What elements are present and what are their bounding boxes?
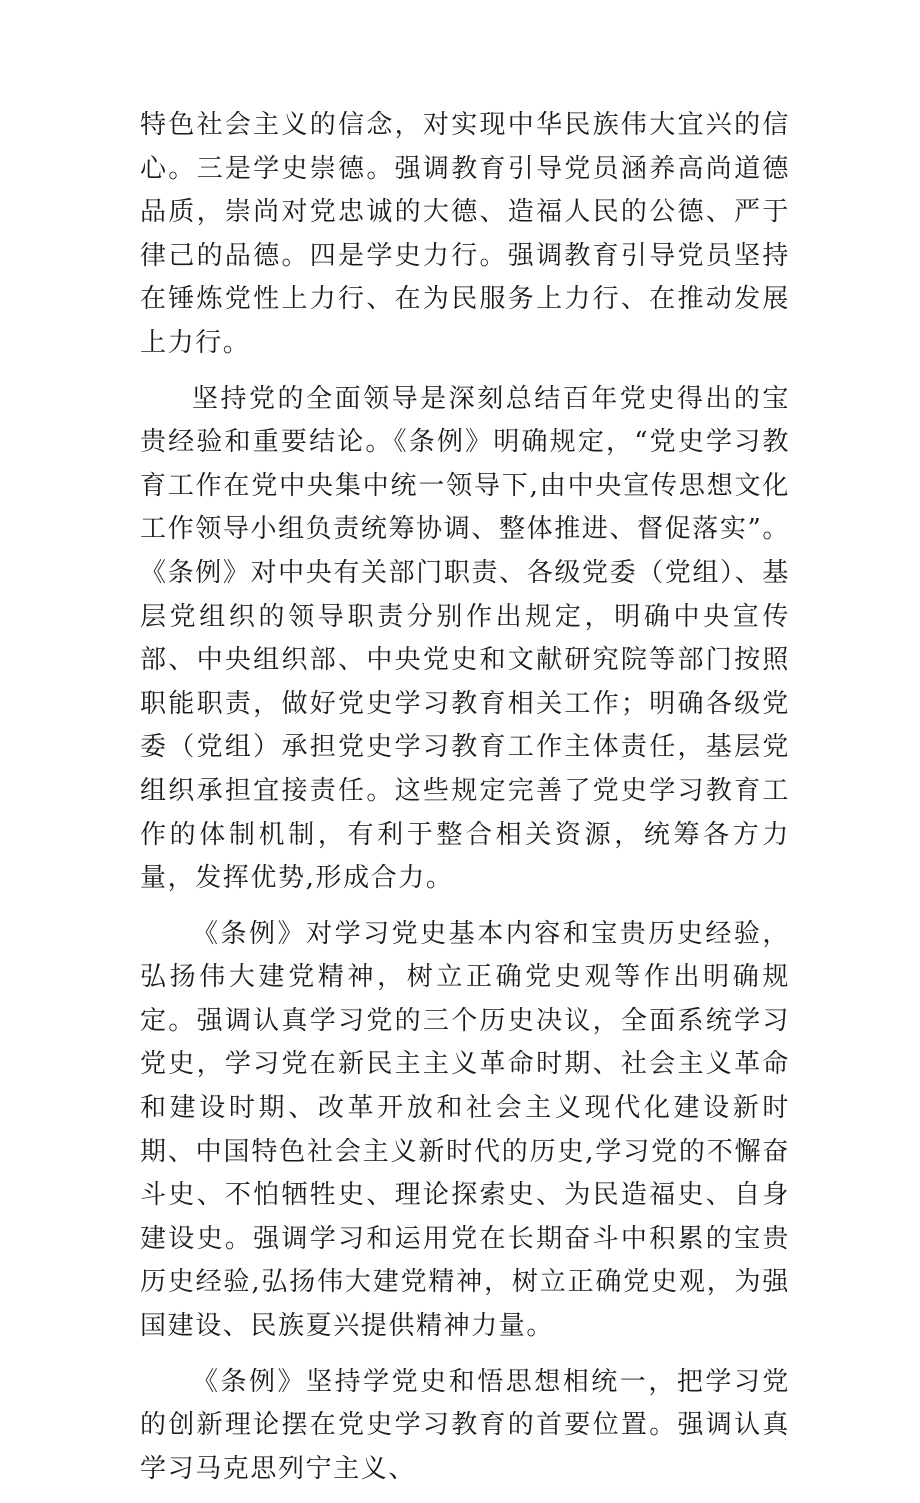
paragraph-2: 坚持党的全面领导是深刻总结百年党史得出的宝贵经验和重要结论。《条例》明确规定，“党史学习教育工作在党中央集中统一领导下,由中央宣传思想文化工作领导小组负责统筹协调、整体推进、督促落实”。《条例》对中央有关部门职责、各级党委（党组）、基层党组织的领导职责分别作出规定，明确中央宣传部、中央组织部、中央党史和文献研究院等部门按照职能职责，做好党史学习教育相关工作；明确各级党委（党组）承担党史学习教育工作主体责任，基层党组织承担宜接责任。这些规定完善了党史学习教育工作的体制机制，有利于整合相关资源，统筹各方力量，发挥优势,形成合力。	[140, 383, 790, 894]
paragraph-3: 《条例》对学习党史基本内容和宝贵历史经验，弘扬伟大建党精神，树立正确党史观等作出明确规定。强调认真学习党的三个历史决议，全面系统学习党史，学习党在新民主主义革命时期、社会主义革命和建设时期、改革开放和社会主义现代化建设新时期、中国特色社会主义新时代的历史,学习党的不懈奋斗史、不怕牺牲史、理论探索史、为民造福史、自身建设史。强调学习和运用党在长期奋斗中积累的宝贵历史经验,弘扬伟大建党精神，树立正确党史观，为强国建设、民族夏兴提供精神力量。	[140, 918, 790, 1342]
paragraph-1: 特色社会主义的信念，对实现中华民族伟大宜兴的信心。三是学史崇德。强调教育引导党员涵养高尚道德品质，崇尚对党忠诚的大德、造福人民的公德、严于律己的品德。四是学史力行。强调教育引导党员坚持在锤炼党性上力行、在为民服务上力行、在推动发展上力行。	[140, 110, 790, 358]
document-page	[140, 104, 790, 1503]
paragraph-4: 《条例》坚持学党史和悟思想相统一，把学习党的创新理论摆在党史学习教育的首要位置。强调认真学习马克思列宁主义、	[140, 1366, 790, 1484]
